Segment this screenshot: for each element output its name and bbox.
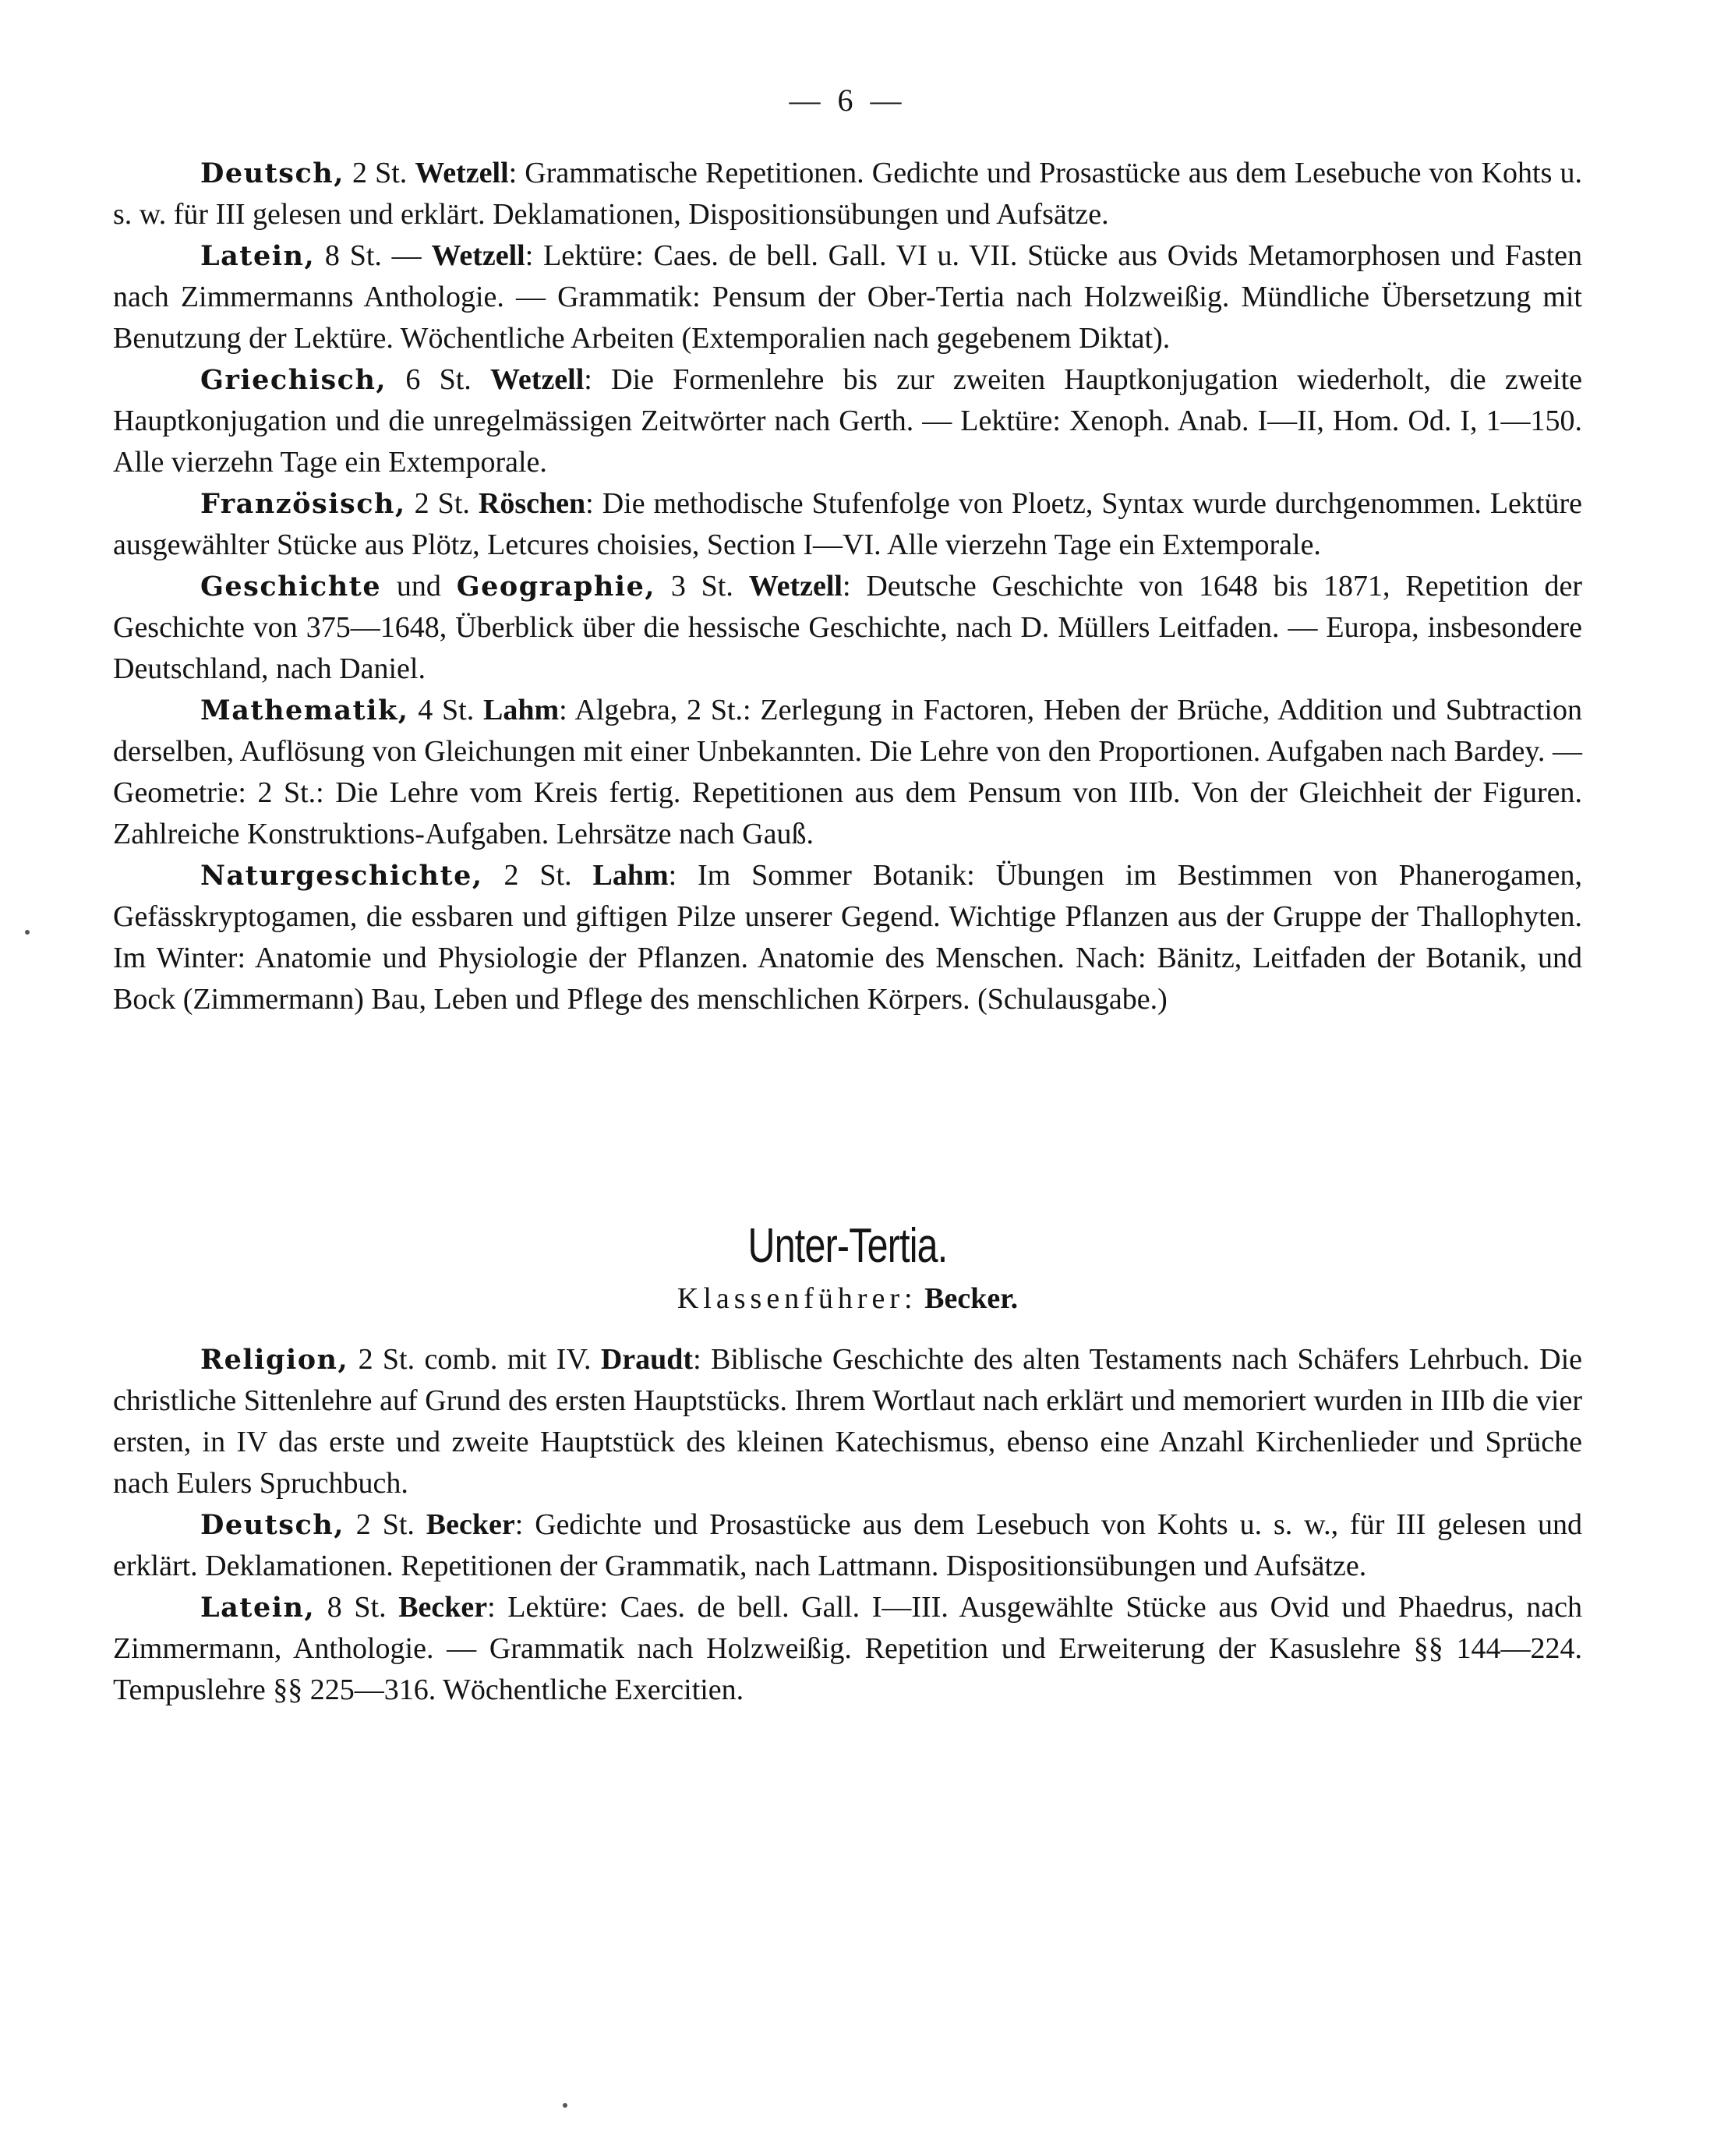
paragraph-griechisch — [113, 359, 1582, 483]
paragraph-latein-ut — [113, 1587, 1582, 1711]
subject-heading: Religion, — [200, 1344, 349, 1376]
hours: 2 St. — [344, 1508, 426, 1541]
teacher-name: Wetzell — [748, 570, 843, 603]
subject-heading: Geschichte — [200, 571, 382, 603]
hours: 3 St. — [655, 570, 749, 603]
hours: 6 St. — [387, 363, 491, 396]
scan-speck — [563, 2103, 567, 2108]
paragraph-mathematik — [113, 690, 1582, 855]
klassenfuehrer-label: Klassenführer: — [677, 1282, 917, 1315]
paragraph-text: : Algebra, 2 St.: Zerlegung in Factoren, Heben der Brüche, Addition und Subtraction derselben, Auflösung von Gleichungen mit einer Unbekannten. Die Lehre von den Proportionen. Aufgaben nach Bardey. — Geometrie: 2 St.: Die Lehre vom Kreis fertig. Repetitionen aus dem Pensum von IIIb. Von der Gleichheit der Figuren. Zahlreiche Konstruktions-Aufgaben. Lehrsätze nach Gauß. — [113, 694, 1582, 850]
paragraph-text: : Im Sommer Botanik: Übungen im Bestimmen von Phanerogamen, Gefässkryptogamen, die essbaren und giftigen Pilze unserer Gegend. Wichtige Pflanzen aus der Gruppe der Thallophyten. Im Winter: Anatomie und Physiologie der Pflanzen. Anatomie des Menschen. Nach: Bänitz, Leitfaden der Botanik, und Bock (Zimmermann) Bau, Leben und Pflege des menschlichen Körpers. (Schulausgabe.) — [113, 859, 1582, 1016]
page-number: — 6 — — [789, 83, 906, 118]
teacher-name: Lahm — [592, 859, 669, 892]
scan-speck — [25, 930, 30, 935]
teacher-name: Becker — [426, 1508, 515, 1541]
page-content — [113, 82, 1582, 1711]
hours: 2 St. — [482, 859, 593, 892]
klassenfuehrer-name: Becker. — [917, 1282, 1019, 1315]
paragraph-text: : Die methodische Stufenfolge von Ploetz, Syntax wurde durchgenommen. Lektüre ausgewählter Stücke aus Plötz, Letcures choisies, Section I—VI. Alle vierzehn Tage ein Extemporale. — [113, 487, 1582, 561]
connector: und — [381, 570, 457, 603]
hours: 2 St. comb. mit IV. — [348, 1343, 601, 1376]
hours: 2 St. — [405, 487, 479, 520]
subject-heading: Mathematik, — [200, 695, 409, 726]
subject-heading: Latein, — [200, 240, 316, 272]
teacher-name: Röschen — [478, 487, 586, 520]
paragraph-religion — [113, 1339, 1582, 1504]
paragraph-text: : Lektüre: Caes. de bell. Gall. VI u. VII. Stücke aus Ovids Metamorphosen und Fasten nach Zimmermanns Anthologie. — Grammatik: Pensum der Ober-Tertia nach Holzweißig. Mündliche Übersetzung mit Benutzung der Lektüre. Wöchentliche Arbeiten (Extemporalien nach gegebenem Diktat). — [113, 239, 1582, 355]
paragraph-naturgeschichte — [113, 855, 1582, 1020]
subject-heading: Latein, — [200, 1592, 316, 1624]
teacher-name: Becker — [398, 1591, 488, 1624]
paragraph-text: : Lektüre: Caes. de bell. Gall. I—III. Ausgewählte Stücke aus Ovid und Phaedrus, nach Zimmermann, Anthologie. — Grammatik nach Holzweißig. Repetition und Erweiterung der Kasuslehre §§ 144—224. Tempuslehre §§ 225—316. Wöchentliche Exercitien. — [113, 1591, 1582, 1706]
hours: 2 St. — [344, 157, 415, 189]
paragraph-text: : Deutsche Geschichte von 1648 bis 1871, Repetition der Geschichte von 375—1648, Überblick über die hessische Geschichte, nach D. Müllers Leitfaden. — Europa, insbesondere Deutschland, nach Daniel. — [113, 570, 1583, 685]
paragraph-text: : Gedichte und Prosastücke aus dem Lesebuch von Kohts u. s. w., für III gelesen und erklärt. Deklamationen. Repetitionen der Grammatik, nach Lattmann. Dispositionsübungen und Aufsätze. — [113, 1508, 1582, 1582]
klassenfuehrer-line — [113, 1281, 1582, 1316]
subject-heading: Deutsch, — [200, 157, 344, 189]
paragraph-deutsch-ut — [113, 1504, 1582, 1587]
paragraph-latein — [113, 235, 1582, 359]
hours: 4 St. — [408, 694, 483, 726]
paragraph-text: : Biblische Geschichte des alten Testaments nach Schäfers Lehrbuch. Die christliche Sittenlehre auf Grund des ersten Hauptstücks. Ihrem Wortlaut nach erklärt und memoriert wurden in IIIb die vier ersten, in IV das erste und zweite Hauptstück des kleinen Katechismus, ebenso eine Anzahl Kirchenlieder und Sprüche nach Eulers Spruchbuch. — [113, 1343, 1582, 1500]
subject-heading: Französisch, — [200, 488, 406, 520]
hours: 8 St. — [315, 1591, 399, 1624]
teacher-name: Draudt — [600, 1343, 694, 1376]
subject-heading: Griechisch, — [200, 364, 387, 396]
paragraph-text: : Die Formenlehre bis zur zweiten Hauptkonjugation wiederholt, die zweite Hauptkonjugation und die unregelmässigen Zeitwörter nach Gerth. — Lektüre: Xenoph. Anab. I—II, Hom. Od. I, 1—150. Alle vierzehn Tage ein Extemporale. — [113, 363, 1582, 479]
teacher-name: Wetzell — [490, 363, 585, 396]
paragraph-deutsch — [113, 153, 1582, 235]
subject-heading: Naturgeschichte, — [200, 860, 483, 892]
section-title-unter-tertia: Unter-Tertia. — [747, 1219, 948, 1273]
teacher-name: Wetzell — [415, 157, 509, 189]
subject-heading-2: Geographie, — [456, 571, 656, 603]
teacher-name: Wetzell — [431, 239, 525, 272]
subject-heading: Deutsch, — [200, 1509, 344, 1541]
teacher-name: Lahm — [482, 694, 560, 726]
paragraph-geschichte-geographie — [113, 566, 1582, 690]
paragraph-franzoesisch — [113, 483, 1582, 566]
hours: 8 St. — — [315, 239, 432, 272]
paragraph-text: : Grammatische Repetitionen. Gedichte und Prosastücke aus dem Lesebuche von Kohts u. s. w. für III gelesen und erklärt. Deklamationen, Dispositionsübungen und Aufsätze. — [113, 157, 1582, 231]
